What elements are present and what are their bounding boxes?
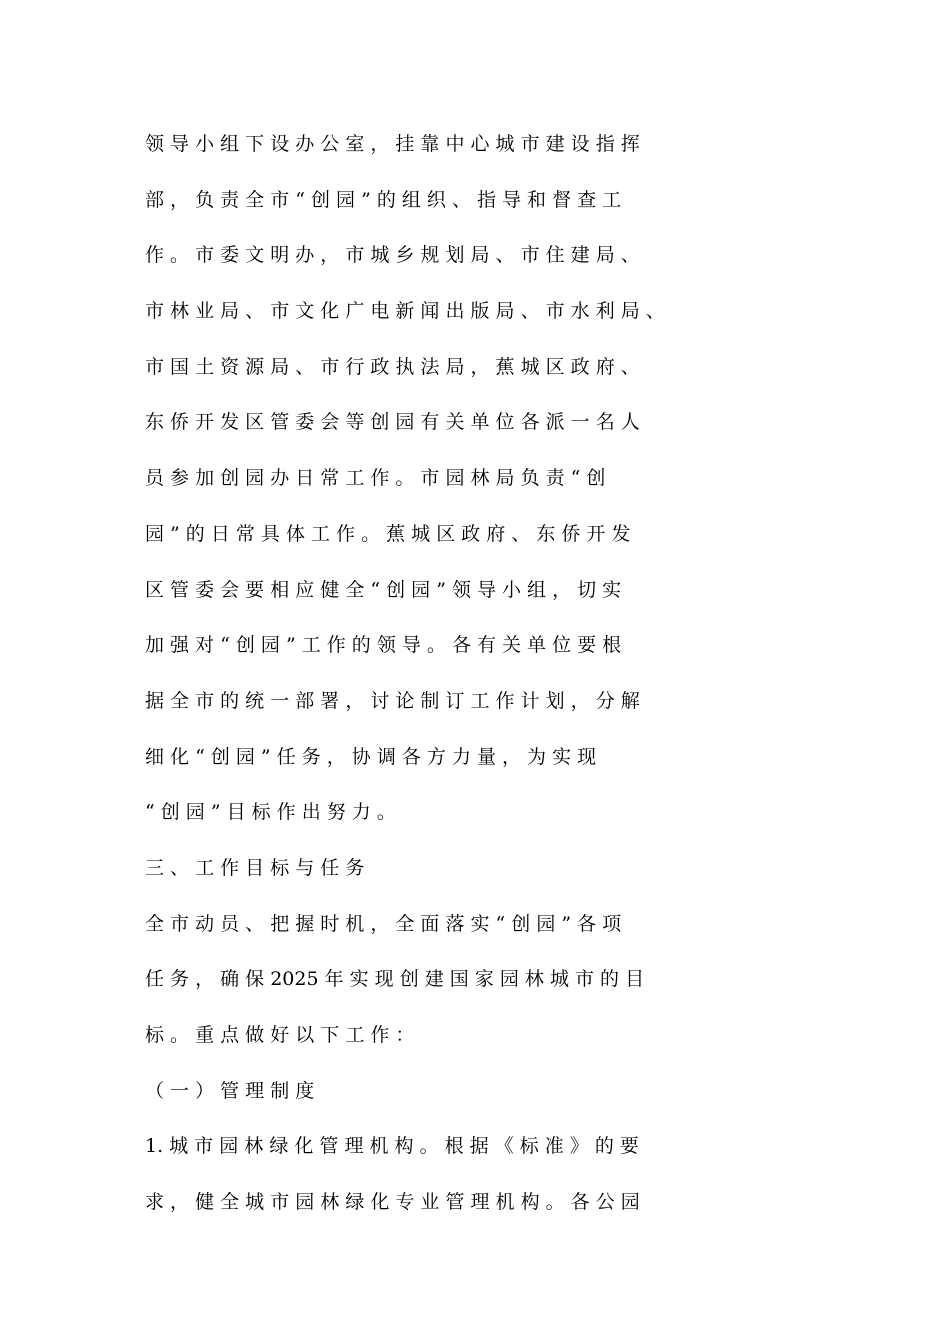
text-line: 加 强 对 “ 创 园 ” 工 作 的 领 导 。 各 有 关 单 位 要 根 [145, 634, 622, 657]
text-line: 标 。 重 点 做 好 以 下 工 作 ： [145, 1024, 415, 1046]
text-line: 市 林 业 局 、 市 文 化 广 电 新 闻 出 版 局 、 市 水 利 局 、 [145, 300, 665, 323]
subsection-heading: （ 一 ） 管 理 制 度 [145, 1079, 315, 1102]
section-heading: 三 、 工 作 目 标 与 任 务 [145, 856, 365, 879]
text-line: 细 化 “ 创 园 ” 任 务 ， 协 调 各 方 力 量 ， 为 实 现 [145, 745, 597, 768]
text-line: 全 市 动 员 、 把 握 时 机 ， 全 面 落 实 “ 创 园 ” 各 项 [145, 912, 622, 935]
text-line: 据 全 市 的 统 一 部 署 ， 讨 论 制 订 工 作 计 划 ， 分 解 [145, 689, 640, 712]
text-line: 求 ， 健 全 城 市 园 林 绿 化 专 业 管 理 机 构 。 各 公 园 [145, 1191, 640, 1214]
text-line: 员 参 加 创 园 办 日 常 工 作 。 市 园 林 局 负 责 “ 创 [145, 467, 606, 490]
text-line: 区 管 委 会 要 相 应 健 全 “ 创 园 ” 领 导 小 组 ， 切 实 [145, 578, 622, 601]
text-line: 市 国 土 资 源 局 、 市 行 政 执 法 局 ， 蕉 城 区 政 府 、 [145, 355, 640, 378]
body-text [145, 127, 845, 1241]
text-line: 1. 城 市 园 林 绿 化 管 理 机 构 。 根 据 《 标 准 》 的 要 [145, 1135, 639, 1158]
text-line: 部 ， 负 责 全 市 “ 创 园 ” 的 组 织 、 指 导 和 督 查 工 [145, 188, 622, 211]
text-line: “ 创 园 ” 目 标 作 出 努 力 。 [145, 801, 396, 824]
text-line: 东 侨 开 发 区 管 委 会 等 创 园 有 关 单 位 各 派 一 名 人 [145, 411, 640, 434]
text-line: 园 ” 的 日 常 具 体 工 作 。 蕉 城 区 政 府 、 东 侨 开 发 [145, 522, 631, 545]
text-line: 任 务 ， 确 保 2025 年 实 现 创 建 国 家 园 林 城 市 的 目 [145, 968, 645, 991]
text-line: 作 。 市 委 文 明 办 ， 市 城 乡 规 划 局 、 市 住 建 局 、 [145, 244, 640, 267]
text-line: 领 导 小 组 下 设 办 公 室 ， 挂 靠 中 心 城 市 建 设 指 挥 [145, 133, 640, 155]
